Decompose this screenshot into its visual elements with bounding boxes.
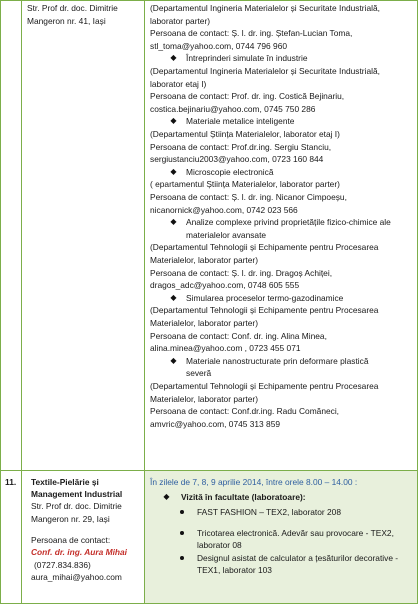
diamond-bullet-icon: ◆ [170,355,177,365]
activity-text-line: amvric@yahoo.com, 0745 313 859 [150,418,281,429]
contact-phone: (0727.834.836) [34,560,91,570]
row-top-faculty-cell [21,0,145,471]
activity-text-line: sergiustanciu2003@yahoo.com, 0723 160 844 [150,154,324,165]
lab-line: Designul asistat de calculator a țesăturilor decorative - [197,553,399,563]
visit-heading: Vizită în facultate (laboratoare): [181,492,306,502]
lab-line: Tricotarea electronică. Adevăr sau provocare - TEX2, [197,528,394,538]
activity-text-line: Persoana de contact: Ș. l. dr. ing. Dragoș Achiței, [150,267,333,278]
lab-title: Materiale nanostructurate prin deformare plastică [186,355,369,366]
activity-text-line: Materialelor, laborator parter) [150,255,258,265]
activity-text-line: stl_toma@yahoo.com, 0744 796 960 [150,40,288,51]
activity-text-line: (Departamentul Tehnologii și Echipamente pentru Procesarea [150,305,379,316]
lab-line: FAST FASHION – TEX2, laborator 208 [197,507,341,517]
diamond-bullet-icon: ◆ [170,166,177,176]
row-number: 11. [5,477,17,487]
activity-text-line: laborator etaj I) [150,78,207,89]
activity-text-line: Persoana de contact: Prof.dr.ing. Sergiu Stanciu, [150,141,332,152]
faculty-name-line: Textile-Pielărie și [31,477,99,487]
lab-title: Microscopie electronică [186,166,274,177]
diamond-bullet-icon: ◆ [170,116,177,126]
lab-title: Întreprinderi simulate în industrie [186,53,308,64]
contact-label: Persoana de contact: [31,535,111,545]
activity-text-line: laborator parter) [150,15,211,26]
activity-text-line: nicanornick@yahoo.com, 0742 023 566 [150,204,298,215]
activity-text-line: Materialelor, laborator parter) [150,393,258,404]
diamond-bullet-icon: ◆ [163,492,170,501]
faculty-name-line: Management Industrial [31,489,123,499]
lab-title: Materiale metalice inteligente [186,116,295,127]
activity-text-line: (Departamentul Știința Materialelor, laborator etaj I) [150,129,340,139]
lab-title: Analize complexe privind proprietățile fizico-chimice ale [186,217,391,228]
round-bullet-icon [180,531,184,535]
activity-text-line: Persoana de contact: Ș. l. dr. ing. Ștefan-Lucian Toma, [150,28,353,39]
activity-text-line: (Departamentul Tehnologii și Echipamente pentru Procesarea [150,381,379,391]
row-11-number-cell [0,470,22,604]
diamond-bullet-icon: ◆ [170,217,177,227]
activity-text-line: Materialelor, laborator parter) [150,318,258,328]
address-line: Mangeron nr. 41, Iași [27,16,106,26]
activity-text-line: (Departamentul Tehnologii și Echipamente pentru Procesarea [150,242,379,253]
lab-line: laborator 08 [197,540,242,550]
contact-email: aura_mihai@yahoo.com [31,572,122,582]
row-11-faculty-cell [21,470,145,604]
activity-text-line: alina.minea@yahoo.com , 0723 455 071 [150,343,301,354]
row-11-activities-cell [144,470,418,604]
activity-text-line: materialelor avansate [186,229,267,240]
row-top-activities-cell [144,0,418,471]
address-line: Str. Prof dr. doc. Dimitrie [31,501,122,511]
activity-text-line: Persoana de contact: Conf. dr. ing. Alina Minea, [150,330,327,341]
activity-text-line: Persoana de contact: Prof. dr. ing. Costică Bejinariu, [150,91,345,102]
activity-text-line: severă [186,368,212,379]
contact-name: Conf. dr. ing. Aura Mihai [31,547,128,557]
round-bullet-icon [180,510,184,514]
lab-line: TEX1, laborator 103 [197,565,272,575]
row-top-number-cell [0,0,22,471]
activity-text-line: ( epartamentul Știința Materialelor, laborator parter) [150,179,340,190]
activity-text-line: (Departamentul Ingineria Materialelor și Securitate Industrială, [150,3,380,13]
activity-text-line: (Departamentul Ingineria Materialelor și Securitate Industrială, [150,66,380,76]
lab-title: Simularea proceselor termo-gazodinamice [186,292,344,303]
activity-text-line: costica.bejinariu@yahoo.com, 0745 750 286 [150,103,316,114]
diamond-bullet-icon: ◆ [170,292,177,302]
schedule-line: În zilele de 7, 8, 9 aprilie 2014, între orele 8.00 – 14.00 : [150,477,358,487]
activity-text-line: Persoana de contact: Conf.dr.ing. Radu Comăneci, [150,406,340,417]
address-line: Mangeron nr. 29, Iași [31,514,110,524]
activity-text-line: dragos_adc@yahoo.com, 0748 605 555 [150,280,300,291]
activity-text-line: Persoana de contact: Ș. l. dr. ing. Nicanor Cimpoeșu, [150,192,347,202]
address-line: Str. Prof dr. doc. Dimitrie [27,3,118,13]
round-bullet-icon [180,556,184,560]
diamond-bullet-icon: ◆ [170,53,177,63]
